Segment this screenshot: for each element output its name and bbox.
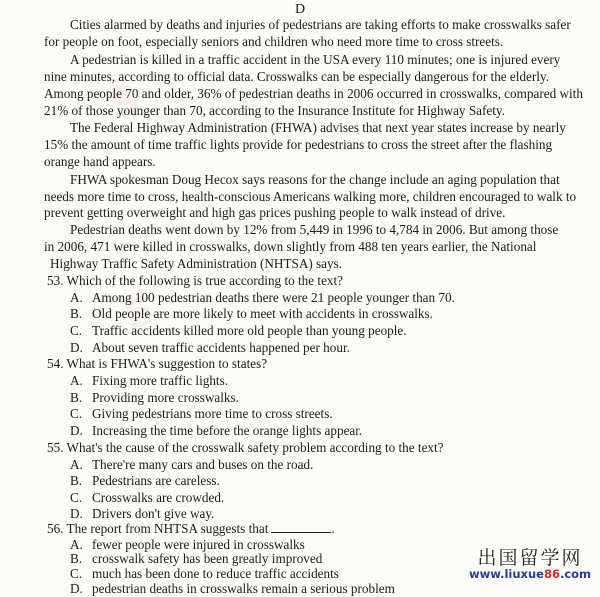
question-stem: What's the cause of the crosswalk safety problem according to the text?	[66, 440, 444, 455]
question-55	[47, 440, 444, 456]
option-letter: A.	[70, 290, 83, 305]
option-54-a[interactable]	[70, 373, 228, 389]
option-text: pedestrian deaths in crosswalks remain a serious problem	[92, 581, 395, 596]
option-text: Giving pedestrians more time to cross streets.	[92, 406, 333, 421]
logo-chinese-name: 出国留学网	[477, 547, 583, 569]
option-text: Crosswalks are crowded.	[92, 490, 225, 505]
option-54-b[interactable]	[70, 390, 239, 406]
option-56-d[interactable]	[70, 581, 395, 597]
option-text: Old people are more likely to meet with accidents in crosswalks.	[92, 306, 433, 321]
option-letter: D.	[70, 581, 83, 596]
passage-line: Highway Traffic Safety Administration (NHTSA) says.	[50, 256, 343, 271]
passage-line: for people on foot, especially seniors and children who need more time to cross streets.	[44, 34, 504, 49]
option-54-d[interactable]	[70, 423, 362, 439]
question-53	[47, 273, 343, 289]
option-53-b[interactable]	[70, 306, 433, 322]
section-label: D	[294, 2, 306, 17]
option-letter: A.	[70, 457, 83, 472]
passage-line: prevent getting overweight and high gas prices pushing people to walk instead of drive.	[44, 205, 506, 220]
option-letter: A.	[70, 373, 83, 388]
option-53-a[interactable]	[70, 290, 455, 306]
passage-line: FHWA spokesman Doug Hecox says reasons for the change include an aging population that	[70, 172, 560, 187]
passage-line: A pedestrian is killed in a traffic accident in the USA every 110 minutes; one is injured every	[70, 52, 561, 67]
passage-line: needs more time to cross, health-conscious Americans walking more, children encouraged to walk to	[44, 189, 577, 204]
question-stem: The report from NHTSA suggests that	[66, 521, 269, 536]
question-number: 53.	[47, 273, 64, 288]
option-letter: C.	[70, 323, 83, 338]
option-text: Increasing the time before the orange lights appear.	[92, 423, 363, 438]
option-text: About seven traffic accidents happened per hour.	[92, 340, 350, 355]
option-55-c[interactable]	[70, 490, 224, 506]
answer-blank[interactable]	[271, 521, 331, 533]
option-text: Fixing more traffic lights.	[92, 373, 229, 388]
option-text: much has been done to reduce traffic accidents	[92, 566, 339, 581]
passage-line: 21% of those younger than 70, according to the Insurance Institute for Highway Safety.	[44, 103, 505, 118]
site-logo	[462, 548, 598, 581]
option-53-d[interactable]	[70, 340, 350, 356]
url-suffix: .com	[559, 567, 592, 581]
option-54-c[interactable]	[70, 406, 333, 422]
option-text: Among 100 pedestrian deaths there were 21 people younger than 70.	[92, 290, 455, 305]
passage-line: in 2006, 471 were killed in crosswalks, down slightly from 488 ten years earlier, the National	[44, 239, 537, 254]
passage-line: The Federal Highway Administration (FHWA) advises that next year states increase by nearly	[70, 120, 566, 135]
url-accent: 86	[543, 567, 560, 581]
option-letter: D.	[70, 506, 83, 521]
passage-line: Among people 70 and older, 36% of pedestrian deaths in 2006 occurred in crosswalks, compared with	[44, 86, 583, 101]
option-letter: C.	[70, 566, 83, 581]
background-watermark: S	[118, 286, 161, 340]
option-55-a[interactable]	[70, 457, 313, 473]
question-stem: Which of the following is true according to the text?	[66, 273, 344, 288]
option-letter: B.	[70, 473, 83, 488]
passage-line: Pedestrian deaths went down by 12% from 5,449 in 1996 to 4,784 in 2006. But among those	[70, 222, 559, 237]
background-watermark: S	[103, 76, 146, 130]
option-text: crosswalk safety has been greatly improved	[92, 551, 323, 566]
option-letter: C.	[70, 490, 83, 505]
passage-line: Cities alarmed by deaths and injuries of pedestrians are taking efforts to make crosswalks safer	[70, 17, 571, 32]
question-stem: What is FHWA's suggestion to states?	[66, 356, 268, 371]
option-text: fewer people were injured in crosswalks	[92, 537, 305, 552]
question-number: 55.	[47, 440, 64, 455]
question-number: 54.	[47, 356, 64, 371]
passage-line: 15% the amount of time traffic lights provide for pedestrians to cross the street after the flashing	[44, 137, 553, 152]
question-number: 56.	[47, 521, 64, 536]
option-letter: B.	[70, 551, 83, 566]
option-55-b[interactable]	[70, 473, 220, 489]
option-text: There're many cars and buses on the road.	[92, 457, 314, 472]
option-text: Providing more crosswalks.	[92, 390, 239, 405]
question-54	[47, 356, 267, 372]
option-53-c[interactable]	[70, 323, 407, 339]
logo-url	[462, 568, 598, 581]
option-text: Traffic accidents killed more old people than young people.	[92, 323, 407, 338]
passage-line: orange hand appears.	[44, 154, 156, 169]
url-prefix: www.liuxue	[468, 567, 544, 581]
option-letter: B.	[70, 390, 83, 405]
option-text: Pedestrians are careless.	[92, 473, 220, 488]
option-56-b[interactable]	[70, 551, 322, 567]
option-letter: D.	[70, 340, 83, 355]
option-56-c[interactable]	[70, 566, 339, 582]
stem-end: .	[331, 521, 335, 536]
option-letter: C.	[70, 406, 83, 421]
option-55-d[interactable]	[70, 506, 214, 522]
option-text: Drivers don't give way.	[92, 506, 215, 521]
passage-line: nine minutes, according to official data. Crosswalks can be especially dangerous for the elderly.	[44, 69, 549, 84]
option-letter: B.	[70, 306, 83, 321]
option-letter: D.	[70, 423, 83, 438]
question-56	[47, 521, 335, 537]
option-letter: A.	[70, 537, 83, 552]
